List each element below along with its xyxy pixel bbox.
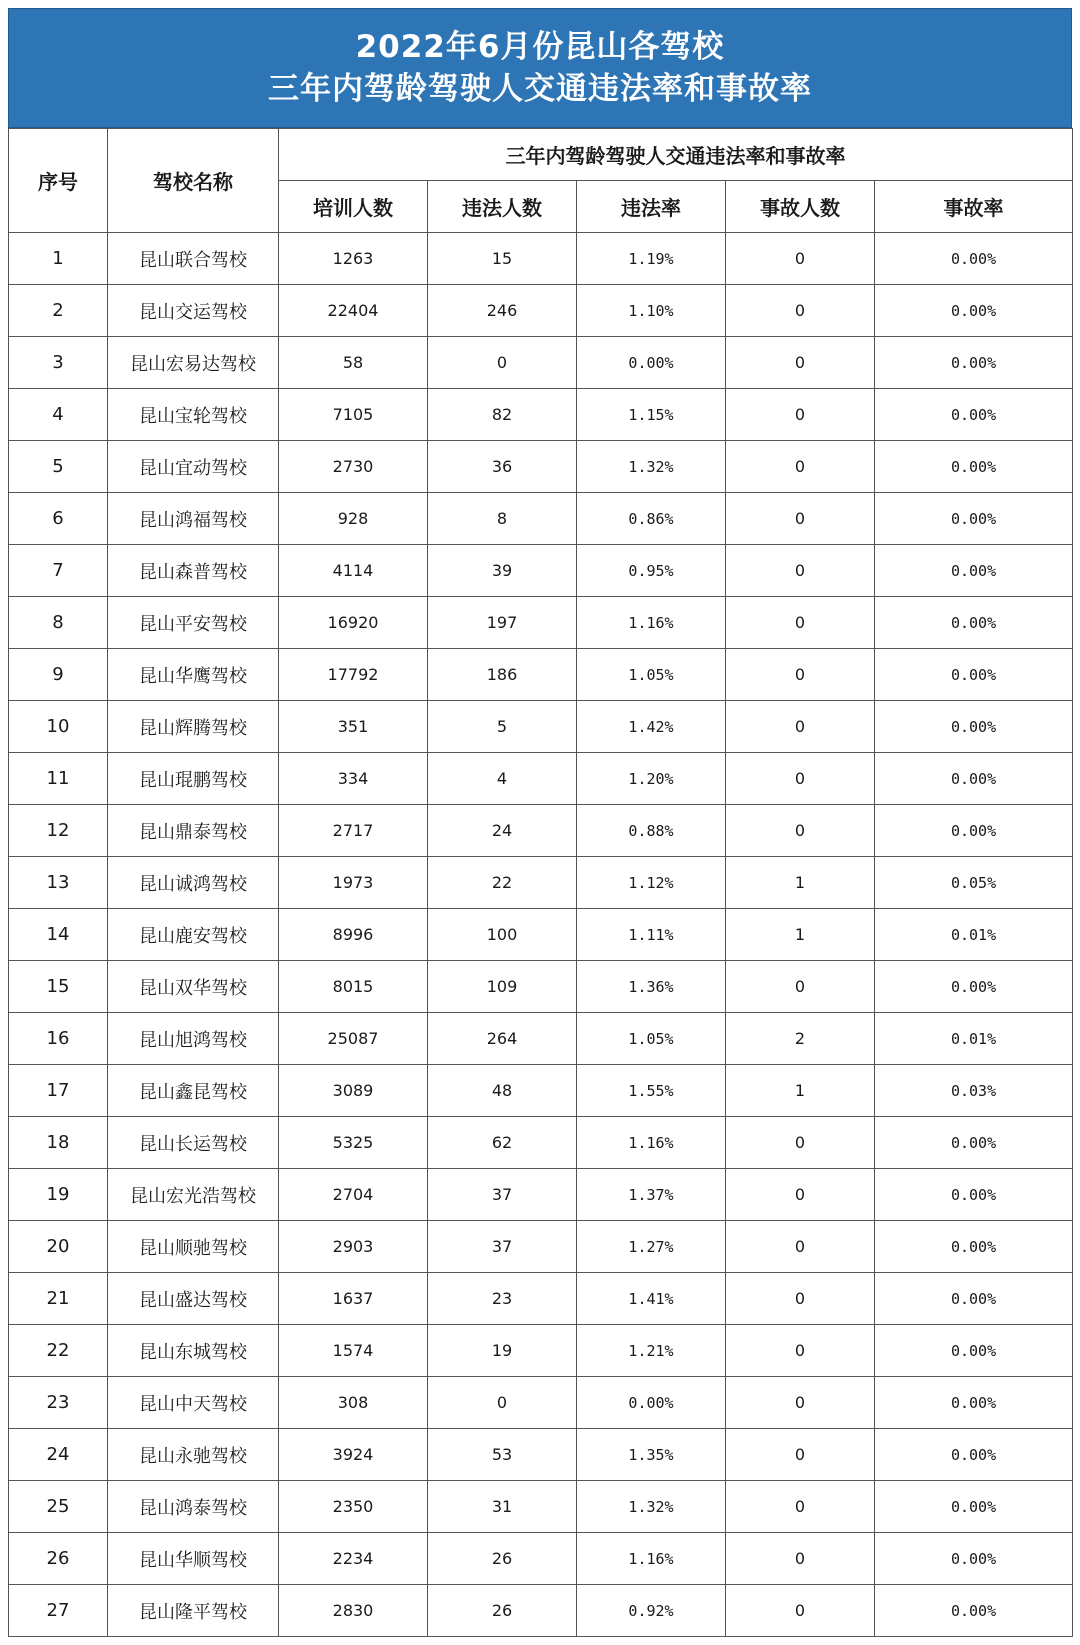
cell-trained: 2704: [279, 1169, 428, 1221]
cell-accident-count: 0: [726, 1325, 875, 1377]
cell-trained: 351: [279, 701, 428, 753]
cell-accident-count: 0: [726, 285, 875, 337]
cell-accident-rate: 0.00%: [875, 1325, 1073, 1377]
cell-violation-rate: 1.42%: [577, 701, 726, 753]
cell-school-name: 昆山盛达驾校: [108, 1273, 279, 1325]
cell-school-name: 昆山鑫昆驾校: [108, 1065, 279, 1117]
cell-seq: 10: [9, 701, 108, 753]
cell-accident-count: 0: [726, 389, 875, 441]
cell-seq: 17: [9, 1065, 108, 1117]
cell-violation-rate: 1.15%: [577, 389, 726, 441]
cell-violation-rate: 1.05%: [577, 649, 726, 701]
cell-accident-rate: 0.00%: [875, 961, 1073, 1013]
cell-accident-count: 0: [726, 597, 875, 649]
cell-accident-rate: 0.00%: [875, 1481, 1073, 1533]
cell-accident-count: 0: [726, 493, 875, 545]
table-row: [9, 1117, 1073, 1169]
cell-seq: 6: [9, 493, 108, 545]
table-row: [9, 909, 1073, 961]
cell-trained: 1637: [279, 1273, 428, 1325]
cell-school-name: 昆山宏易达驾校: [108, 337, 279, 389]
cell-violators: 15: [428, 233, 577, 285]
cell-seq: 8: [9, 597, 108, 649]
cell-seq: 20: [9, 1221, 108, 1273]
header-violators: 违法人数: [428, 181, 577, 233]
header-seq: 序号: [9, 129, 108, 233]
cell-trained: 16920: [279, 597, 428, 649]
cell-accident-count: 1: [726, 857, 875, 909]
table-row: [9, 545, 1073, 597]
header-school-name: 驾校名称: [108, 129, 279, 233]
cell-violation-rate: 1.41%: [577, 1273, 726, 1325]
cell-violators: 4: [428, 753, 577, 805]
cell-trained: 8015: [279, 961, 428, 1013]
cell-school-name: 昆山交运驾校: [108, 285, 279, 337]
cell-school-name: 昆山华鹰驾校: [108, 649, 279, 701]
cell-seq: 25: [9, 1481, 108, 1533]
cell-violation-rate: 1.10%: [577, 285, 726, 337]
cell-school-name: 昆山宏光浩驾校: [108, 1169, 279, 1221]
cell-seq: 24: [9, 1429, 108, 1481]
cell-violators: 53: [428, 1429, 577, 1481]
cell-violators: 37: [428, 1221, 577, 1273]
table-row: [9, 1273, 1073, 1325]
cell-seq: 15: [9, 961, 108, 1013]
cell-trained: 2350: [279, 1481, 428, 1533]
cell-seq: 9: [9, 649, 108, 701]
cell-accident-count: 0: [726, 337, 875, 389]
cell-school-name: 昆山联合驾校: [108, 233, 279, 285]
cell-school-name: 昆山双华驾校: [108, 961, 279, 1013]
cell-accident-rate: 0.00%: [875, 1117, 1073, 1169]
cell-accident-rate: 0.00%: [875, 1169, 1073, 1221]
cell-accident-count: 0: [726, 1169, 875, 1221]
cell-accident-count: 0: [726, 805, 875, 857]
cell-accident-count: 0: [726, 1481, 875, 1533]
cell-violators: 186: [428, 649, 577, 701]
cell-violation-rate: 1.16%: [577, 1533, 726, 1585]
cell-school-name: 昆山森普驾校: [108, 545, 279, 597]
table-row: [9, 961, 1073, 1013]
cell-violators: 5: [428, 701, 577, 753]
cell-seq: 18: [9, 1117, 108, 1169]
table-row: [9, 1429, 1073, 1481]
cell-violation-rate: 1.20%: [577, 753, 726, 805]
cell-accident-rate: 0.00%: [875, 1585, 1073, 1637]
cell-accident-rate: 0.00%: [875, 337, 1073, 389]
cell-trained: 2903: [279, 1221, 428, 1273]
table-body: [9, 233, 1073, 1637]
cell-school-name: 昆山华顺驾校: [108, 1533, 279, 1585]
cell-violators: 26: [428, 1585, 577, 1637]
cell-accident-count: 1: [726, 909, 875, 961]
cell-violation-rate: 0.88%: [577, 805, 726, 857]
table-row: [9, 1013, 1073, 1065]
cell-trained: 8996: [279, 909, 428, 961]
cell-accident-count: 0: [726, 753, 875, 805]
cell-violation-rate: 1.11%: [577, 909, 726, 961]
cell-violators: 31: [428, 1481, 577, 1533]
table-row: [9, 1065, 1073, 1117]
cell-trained: 1973: [279, 857, 428, 909]
cell-trained: 2234: [279, 1533, 428, 1585]
cell-trained: 3924: [279, 1429, 428, 1481]
cell-violators: 197: [428, 597, 577, 649]
cell-seq: 7: [9, 545, 108, 597]
cell-seq: 2: [9, 285, 108, 337]
cell-violators: 19: [428, 1325, 577, 1377]
table-row: [9, 285, 1073, 337]
cell-school-name: 昆山长运驾校: [108, 1117, 279, 1169]
table-row: [9, 337, 1073, 389]
cell-accident-count: 1: [726, 1065, 875, 1117]
cell-violators: 37: [428, 1169, 577, 1221]
table-row: [9, 597, 1073, 649]
cell-trained: 5325: [279, 1117, 428, 1169]
cell-violation-rate: 1.16%: [577, 597, 726, 649]
cell-accident-rate: 0.01%: [875, 1013, 1073, 1065]
cell-seq: 26: [9, 1533, 108, 1585]
cell-accident-rate: 0.00%: [875, 1429, 1073, 1481]
cell-violators: 36: [428, 441, 577, 493]
table-row: [9, 389, 1073, 441]
header-accident-rate: 事故率: [875, 181, 1073, 233]
cell-school-name: 昆山顺驰驾校: [108, 1221, 279, 1273]
cell-seq: 23: [9, 1377, 108, 1429]
table-row: [9, 805, 1073, 857]
cell-trained: 17792: [279, 649, 428, 701]
cell-violation-rate: 0.92%: [577, 1585, 726, 1637]
cell-violation-rate: 0.86%: [577, 493, 726, 545]
cell-seq: 19: [9, 1169, 108, 1221]
cell-school-name: 昆山琨鹏驾校: [108, 753, 279, 805]
cell-violators: 8: [428, 493, 577, 545]
cell-violators: 0: [428, 1377, 577, 1429]
cell-violation-rate: 1.36%: [577, 961, 726, 1013]
cell-trained: 7105: [279, 389, 428, 441]
table-row: [9, 1377, 1073, 1429]
cell-violators: 24: [428, 805, 577, 857]
cell-school-name: 昆山旭鸿驾校: [108, 1013, 279, 1065]
table-row: [9, 1325, 1073, 1377]
cell-seq: 4: [9, 389, 108, 441]
cell-violators: 100: [428, 909, 577, 961]
cell-accident-rate: 0.01%: [875, 909, 1073, 961]
cell-school-name: 昆山诚鸿驾校: [108, 857, 279, 909]
cell-trained: 2830: [279, 1585, 428, 1637]
cell-violators: 23: [428, 1273, 577, 1325]
cell-accident-count: 2: [726, 1013, 875, 1065]
cell-accident-rate: 0.00%: [875, 285, 1073, 337]
cell-violation-rate: 1.19%: [577, 233, 726, 285]
cell-trained: 22404: [279, 285, 428, 337]
cell-violation-rate: 1.35%: [577, 1429, 726, 1481]
cell-seq: 5: [9, 441, 108, 493]
cell-accident-rate: 0.00%: [875, 1221, 1073, 1273]
cell-accident-rate: 0.03%: [875, 1065, 1073, 1117]
cell-accident-count: 0: [726, 961, 875, 1013]
cell-trained: 3089: [279, 1065, 428, 1117]
cell-school-name: 昆山鸿福驾校: [108, 493, 279, 545]
cell-violators: 62: [428, 1117, 577, 1169]
cell-violation-rate: 1.12%: [577, 857, 726, 909]
cell-accident-count: 0: [726, 649, 875, 701]
table-row: [9, 1169, 1073, 1221]
cell-seq: 14: [9, 909, 108, 961]
cell-accident-rate: 0.00%: [875, 1533, 1073, 1585]
cell-violation-rate: 0.00%: [577, 1377, 726, 1429]
cell-violation-rate: 0.95%: [577, 545, 726, 597]
cell-accident-rate: 0.00%: [875, 233, 1073, 285]
cell-accident-count: 0: [726, 1429, 875, 1481]
cell-violators: 246: [428, 285, 577, 337]
cell-school-name: 昆山宜动驾校: [108, 441, 279, 493]
cell-accident-count: 0: [726, 441, 875, 493]
cell-school-name: 昆山辉腾驾校: [108, 701, 279, 753]
report-sheet: [8, 8, 1072, 1637]
cell-violators: 48: [428, 1065, 577, 1117]
cell-school-name: 昆山永驰驾校: [108, 1429, 279, 1481]
cell-seq: 27: [9, 1585, 108, 1637]
cell-violation-rate: 1.21%: [577, 1325, 726, 1377]
cell-violators: 82: [428, 389, 577, 441]
table-row: [9, 493, 1073, 545]
header-accident-count: 事故人数: [726, 181, 875, 233]
cell-accident-count: 0: [726, 1221, 875, 1273]
table-row: [9, 1533, 1073, 1585]
cell-seq: 13: [9, 857, 108, 909]
cell-seq: 1: [9, 233, 108, 285]
cell-accident-rate: 0.00%: [875, 805, 1073, 857]
cell-school-name: 昆山鼎泰驾校: [108, 805, 279, 857]
cell-school-name: 昆山鹿安驾校: [108, 909, 279, 961]
cell-accident-rate: 0.00%: [875, 545, 1073, 597]
cell-accident-rate: 0.00%: [875, 649, 1073, 701]
cell-violation-rate: 1.05%: [577, 1013, 726, 1065]
cell-school-name: 昆山隆平驾校: [108, 1585, 279, 1637]
cell-accident-rate: 0.00%: [875, 389, 1073, 441]
cell-accident-count: 0: [726, 701, 875, 753]
table-row: [9, 753, 1073, 805]
cell-violation-rate: 1.32%: [577, 441, 726, 493]
cell-violators: 0: [428, 337, 577, 389]
header-violation-rate: 违法率: [577, 181, 726, 233]
cell-trained: 928: [279, 493, 428, 545]
table-row: [9, 649, 1073, 701]
title-line-1: 2022年6月份昆山各驾校: [355, 29, 725, 65]
cell-accident-rate: 0.00%: [875, 701, 1073, 753]
cell-trained: 58: [279, 337, 428, 389]
cell-accident-count: 0: [726, 1585, 875, 1637]
cell-violators: 22: [428, 857, 577, 909]
cell-seq: 16: [9, 1013, 108, 1065]
cell-violation-rate: 1.37%: [577, 1169, 726, 1221]
cell-seq: 22: [9, 1325, 108, 1377]
cell-seq: 3: [9, 337, 108, 389]
cell-trained: 2717: [279, 805, 428, 857]
cell-school-name: 昆山东城驾校: [108, 1325, 279, 1377]
header-group: 三年内驾龄驾驶人交通违法率和事故率: [279, 129, 1073, 181]
cell-school-name: 昆山宝轮驾校: [108, 389, 279, 441]
cell-seq: 11: [9, 753, 108, 805]
cell-violators: 26: [428, 1533, 577, 1585]
cell-accident-rate: 0.00%: [875, 597, 1073, 649]
cell-trained: 4114: [279, 545, 428, 597]
cell-trained: 1574: [279, 1325, 428, 1377]
cell-violation-rate: 1.32%: [577, 1481, 726, 1533]
cell-school-name: 昆山中天驾校: [108, 1377, 279, 1429]
cell-seq: 12: [9, 805, 108, 857]
table-row: [9, 1221, 1073, 1273]
title-banner: [8, 8, 1072, 128]
header-trained: 培训人数: [279, 181, 428, 233]
cell-trained: 308: [279, 1377, 428, 1429]
cell-accident-rate: 0.00%: [875, 1273, 1073, 1325]
cell-accident-count: 0: [726, 1533, 875, 1585]
data-table: [8, 128, 1073, 1637]
table-row: [9, 441, 1073, 493]
cell-school-name: 昆山鸿泰驾校: [108, 1481, 279, 1533]
cell-trained: 25087: [279, 1013, 428, 1065]
table-header: [9, 129, 1073, 233]
cell-accident-rate: 0.00%: [875, 493, 1073, 545]
cell-violation-rate: 0.00%: [577, 337, 726, 389]
cell-trained: 334: [279, 753, 428, 805]
cell-trained: 2730: [279, 441, 428, 493]
table-row: [9, 1585, 1073, 1637]
cell-violators: 109: [428, 961, 577, 1013]
title-line-2: 三年内驾龄驾驶人交通违法率和事故率: [268, 71, 812, 107]
cell-violation-rate: 1.16%: [577, 1117, 726, 1169]
cell-accident-count: 0: [726, 1377, 875, 1429]
cell-accident-rate: 0.00%: [875, 441, 1073, 493]
cell-violation-rate: 1.55%: [577, 1065, 726, 1117]
table-row: [9, 233, 1073, 285]
table-row: [9, 701, 1073, 753]
cell-violators: 264: [428, 1013, 577, 1065]
table-row: [9, 857, 1073, 909]
cell-accident-rate: 0.00%: [875, 753, 1073, 805]
table-row: [9, 1481, 1073, 1533]
cell-accident-count: 0: [726, 1117, 875, 1169]
cell-accident-count: 0: [726, 545, 875, 597]
cell-accident-count: 0: [726, 1273, 875, 1325]
cell-trained: 1263: [279, 233, 428, 285]
cell-violators: 39: [428, 545, 577, 597]
cell-school-name: 昆山平安驾校: [108, 597, 279, 649]
cell-violation-rate: 1.27%: [577, 1221, 726, 1273]
cell-accident-count: 0: [726, 233, 875, 285]
cell-accident-rate: 0.05%: [875, 857, 1073, 909]
cell-seq: 21: [9, 1273, 108, 1325]
cell-accident-rate: 0.00%: [875, 1377, 1073, 1429]
